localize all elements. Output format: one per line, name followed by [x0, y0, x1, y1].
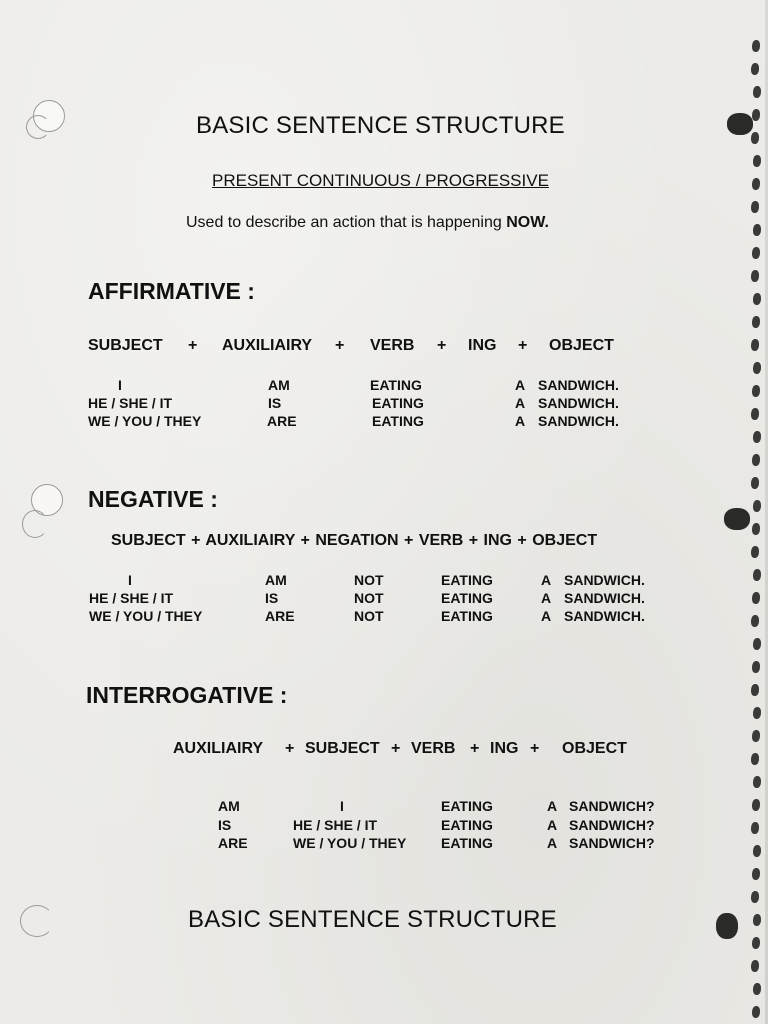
formula-token: VERB: [370, 337, 415, 354]
example-verb: EATING: [372, 413, 424, 429]
example-subject: I: [118, 377, 122, 393]
example-subject: HE / SHE / IT: [293, 817, 378, 833]
spiral-coil-mark: [751, 822, 759, 834]
description-emphasis: NOW.: [506, 214, 549, 231]
spiral-coil-mark: [753, 500, 761, 512]
negative-formula: SUBJECT + AUXILIAIRY + NEGATION + VERB + ING + OBJECT: [111, 532, 598, 549]
page-subtitle: PRESENT CONTINUOUS / PROGRESSIVE: [212, 171, 549, 190]
negative-heading: NEGATIVE :: [88, 486, 218, 512]
example-subject: I: [340, 798, 344, 814]
formula-token: +: [470, 740, 480, 757]
example-subject: WE / YOU / THEY: [89, 608, 203, 624]
example-verb: EATING: [441, 817, 493, 833]
formula-token: OBJECT: [562, 740, 627, 757]
example-article: A: [515, 413, 526, 429]
spiral-coil-mark: [753, 707, 761, 719]
example-subject: WE / YOU / THEY: [293, 835, 407, 851]
example-article: A: [547, 798, 558, 814]
spiral-coil-mark: [752, 730, 760, 742]
spiral-coil-mark: [751, 753, 759, 765]
spiral-coil-mark: [753, 431, 761, 443]
example-article: A: [547, 817, 558, 833]
example-article: A: [547, 835, 558, 851]
description: [186, 214, 549, 232]
example-object: SANDWICH?: [569, 835, 655, 851]
example-auxiliary: AM: [268, 377, 290, 393]
spiral-coil-mark: [753, 983, 761, 995]
example-object: SANDWICH.: [538, 395, 619, 411]
spiral-coil-mark: [751, 960, 759, 972]
spiral-coil-mark: [752, 592, 760, 604]
formula-token: ING: [468, 337, 497, 354]
spiral-coil-mark: [752, 247, 760, 259]
spiral-coil-mark: [752, 868, 760, 880]
spiral-binding-knot: [716, 913, 738, 939]
spiral-coil-mark: [751, 339, 759, 351]
example-object: SANDWICH.: [538, 377, 619, 393]
example-negation: NOT: [354, 572, 384, 588]
example-auxiliary: AM: [218, 798, 240, 814]
binder-hole-top-shadow: [26, 115, 50, 139]
description-text: Used to describe an action that is happening: [186, 214, 507, 231]
example-verb: EATING: [370, 377, 422, 393]
footer-title: BASIC SENTENCE STRUCTURE: [188, 906, 557, 933]
spiral-coil-mark: [753, 776, 761, 788]
formula-token: AUXILIAIRY: [222, 337, 313, 354]
example-auxiliary: IS: [268, 395, 282, 411]
example-verb: EATING: [372, 395, 424, 411]
spiral-coil-mark: [753, 638, 761, 650]
formula-token: SUBJECT: [305, 740, 380, 757]
example-auxiliary: ARE: [267, 413, 297, 429]
interrogative-heading: INTERROGATIVE :: [86, 682, 288, 708]
example-verb: EATING: [441, 590, 493, 606]
example-article: A: [515, 395, 526, 411]
spiral-coil-mark: [752, 937, 760, 949]
formula-token: VERB: [411, 740, 456, 757]
example-auxiliary: ARE: [218, 835, 248, 851]
spiral-coil-mark: [751, 408, 759, 420]
example-negation: NOT: [354, 590, 384, 606]
spiral-coil-mark: [751, 63, 759, 75]
example-object: SANDWICH?: [569, 817, 655, 833]
example-auxiliary: IS: [265, 590, 279, 606]
example-verb: EATING: [441, 572, 493, 588]
spiral-coil-mark: [753, 224, 761, 236]
example-auxiliary: ARE: [265, 608, 295, 624]
formula-token: +: [285, 740, 295, 757]
spiral-coil-mark: [753, 362, 761, 374]
example-auxiliary: IS: [218, 817, 232, 833]
binder-hole-middle-shadow: [22, 510, 48, 538]
example-subject: HE / SHE / IT: [88, 395, 173, 411]
example-verb: EATING: [441, 798, 493, 814]
spiral-coil-mark: [751, 891, 759, 903]
spiral-coil-mark: [752, 454, 760, 466]
spiral-coil-mark: [751, 615, 759, 627]
spiral-coil-mark: [753, 155, 761, 167]
example-object: SANDWICH.: [564, 608, 645, 624]
example-object: SANDWICH.: [538, 413, 619, 429]
example-article: A: [515, 377, 526, 393]
example-subject: I: [128, 572, 132, 588]
example-subject: WE / YOU / THEY: [88, 413, 202, 429]
formula-token: +: [437, 337, 447, 354]
spiral-coil-mark: [751, 270, 759, 282]
spiral-coil-mark: [751, 546, 759, 558]
example-verb: EATING: [441, 608, 493, 624]
spiral-coil-mark: [752, 316, 760, 328]
spiral-coil-mark: [751, 132, 759, 144]
example-article: A: [541, 608, 552, 624]
example-article: A: [541, 572, 552, 588]
spiral-coil-mark: [752, 40, 760, 52]
spiral-coil-mark: [751, 201, 759, 213]
spiral-coil-mark: [753, 569, 761, 581]
spiral-coil-mark: [752, 385, 760, 397]
example-article: A: [541, 590, 552, 606]
spiral-coil-mark: [752, 523, 760, 535]
formula-token: +: [530, 740, 540, 757]
example-object: SANDWICH?: [569, 798, 655, 814]
spiral-coil-mark: [752, 1006, 760, 1018]
formula-token: OBJECT: [549, 337, 614, 354]
spiral-coil-mark: [753, 914, 761, 926]
binder-hole-bottom: [20, 905, 54, 937]
example-object: SANDWICH.: [564, 590, 645, 606]
formula-token: +: [518, 337, 528, 354]
formula-token: AUXILIAIRY: [173, 740, 264, 757]
spiral-coil-mark: [752, 661, 760, 673]
example-auxiliary: AM: [265, 572, 287, 588]
spiral-coil-mark: [752, 178, 760, 190]
formula-token: ING: [490, 740, 519, 757]
formula-token: +: [335, 337, 345, 354]
spiral-coil-mark: [751, 684, 759, 696]
spiral-binding-knot: [724, 508, 750, 530]
affirmative-heading: AFFIRMATIVE :: [88, 278, 255, 304]
spiral-coil-mark: [752, 109, 760, 121]
spiral-coil-mark: [751, 477, 759, 489]
formula-token: SUBJECT: [88, 337, 163, 354]
example-verb: EATING: [441, 835, 493, 851]
spiral-binding-knot: [727, 113, 753, 135]
page-title: BASIC SENTENCE STRUCTURE: [196, 112, 565, 139]
spiral-coil-mark: [753, 293, 761, 305]
spiral-coil-mark: [752, 799, 760, 811]
example-negation: NOT: [354, 608, 384, 624]
formula-token: +: [188, 337, 198, 354]
spiral-coil-mark: [753, 86, 761, 98]
spiral-coil-mark: [753, 845, 761, 857]
formula-token: +: [391, 740, 401, 757]
example-subject: HE / SHE / IT: [89, 590, 174, 606]
example-object: SANDWICH.: [564, 572, 645, 588]
